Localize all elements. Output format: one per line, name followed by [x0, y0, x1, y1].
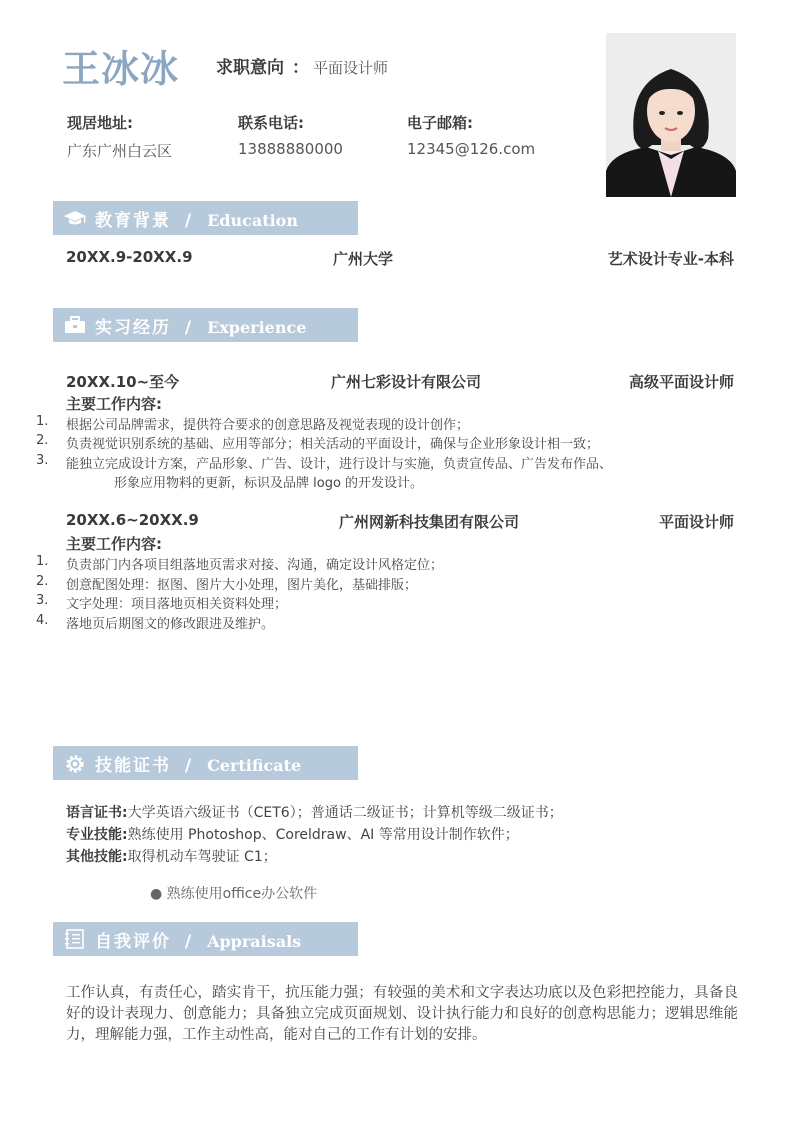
job-2-duty-1-number: 1.	[36, 554, 49, 569]
phone-value: 13888880000	[238, 140, 343, 158]
job-1-duty-1-number: 1.	[36, 414, 49, 429]
notebook-icon	[63, 929, 87, 949]
self-appraisal-text: 工作认真，有责任心，踏实肯干，抗压能力强；有较强的美术和文字表达功底以及色彩把控能力，具备良好的设计表现力、创意能力；具备独立完成页面规划、设计执行能力和良好的创意构思能力；逻辑思维能力，理解能力强，工作主动性高，能对自己的工作有计划的安排。	[66, 985, 738, 1043]
job-1-duty-3-number: 3.	[36, 453, 49, 468]
job-2-company: 广州网新科技集团有限公司	[339, 513, 520, 531]
skill-language-label: 语言证书:	[66, 805, 128, 821]
address-value: 广东广州白云区	[67, 142, 173, 160]
section-appraisals-header	[53, 922, 358, 956]
briefcase-icon	[63, 315, 87, 335]
section-appraisals-divider: /	[184, 932, 194, 952]
job-1-duty-3: 能独立完成设计方案，产品形象、广告、设计，进行设计与实施，负责宣传品、广告发布作品、	[66, 457, 613, 472]
job-2-duties-label: 主要工作内容:	[66, 535, 162, 553]
skill-other	[66, 846, 277, 866]
job-2-duty-3-number: 3.	[36, 593, 49, 608]
email-value: 12345@126.com	[407, 140, 536, 158]
section-appraisals-english: Appraisals	[207, 932, 302, 951]
section-experience-divider: /	[184, 318, 194, 338]
job-intent	[216, 53, 388, 78]
job-intent-value: 平面设计师	[313, 59, 389, 77]
job-2-period: 20XX.6~20XX.9	[66, 511, 199, 529]
section-education-divider: /	[184, 211, 194, 231]
email-label: 电子邮箱:	[407, 114, 473, 132]
section-certificate-english: Certificate	[207, 756, 302, 775]
skill-other-label: 其他技能:	[66, 849, 128, 865]
skill-professional-value: 熟练使用 Photoshop、Coreldraw、AI 等常用设计制作软件；	[127, 827, 519, 843]
job-1-position: 高级平面设计师	[628, 373, 734, 391]
job-intent-label: 求职意向	[216, 58, 284, 78]
education-period: 20XX.9-20XX.9	[66, 248, 193, 266]
section-education-english: Education	[207, 211, 298, 230]
job-1-duty-1: 根据公司品牌需求，提供符合要求的创意思路及视觉表现的设计创作；	[66, 418, 470, 433]
job-1-duty-2: 负责视觉识别系统的基础、应用等部分；相关活动的平面设计，确保与企业形象设计相一致；	[66, 437, 600, 452]
section-education-header	[53, 201, 358, 235]
skill-professional-label: 专业技能:	[66, 827, 128, 843]
skill-overflow-clipped: ● 熟练使用office办公软件	[150, 886, 318, 902]
profile-photo	[606, 33, 736, 197]
skill-professional	[66, 824, 519, 844]
job-1-duty-3-continued: 形象应用物料的更新，标识及品牌 logo 的开发设计。	[114, 476, 424, 491]
job-1-company: 广州七彩设计有限公司	[331, 373, 482, 391]
job-2-duty-1: 负责部门内各项目组落地页需求对接、沟通，确定设计风格定位；	[66, 558, 444, 573]
phone-label: 联系电话:	[238, 114, 304, 132]
section-experience-english: Experience	[207, 318, 307, 337]
address-label: 现居地址:	[67, 114, 133, 132]
section-certificate-title: 技能证书	[95, 756, 171, 776]
job-2-duty-2: 创意配图处理：抠图、图片大小处理，图片美化，基础排版；	[66, 578, 418, 593]
education-major: 艺术设计专业-本科	[607, 250, 734, 268]
section-certificate-divider: /	[184, 756, 194, 776]
graduation-cap-icon	[63, 208, 87, 228]
job-2-duty-4-number: 4.	[36, 613, 49, 628]
skill-language	[66, 802, 563, 822]
education-school: 广州大学	[333, 250, 394, 268]
job-2-position: 平面设计师	[658, 513, 734, 531]
job-2-duty-2-number: 2.	[36, 574, 49, 589]
section-appraisals-title: 自我评价	[95, 932, 171, 952]
job-1-duties-label: 主要工作内容:	[66, 395, 162, 413]
gear-icon	[63, 753, 87, 773]
job-1-duty-2-number: 2.	[36, 433, 49, 448]
job-2-duty-4: 落地页后期图文的修改跟进及维护。	[66, 617, 275, 632]
candidate-name: 王冰冰	[62, 47, 180, 91]
job-1-period: 20XX.10~至今	[66, 373, 180, 391]
section-certificate-header	[53, 746, 358, 780]
skill-language-value: 大学英语六级证书（CET6）；普通话二级证书；计算机等级二级证书；	[127, 805, 563, 821]
skill-other-value: 取得机动车驾驶证 C1；	[127, 849, 277, 865]
section-education-title: 教育背景	[95, 211, 171, 231]
section-experience-header	[53, 308, 358, 342]
job-2-duty-3: 文字处理：项目落地页相关资料处理；	[66, 597, 288, 612]
job-intent-separator: ：	[292, 58, 309, 78]
section-experience-title: 实习经历	[95, 318, 171, 338]
